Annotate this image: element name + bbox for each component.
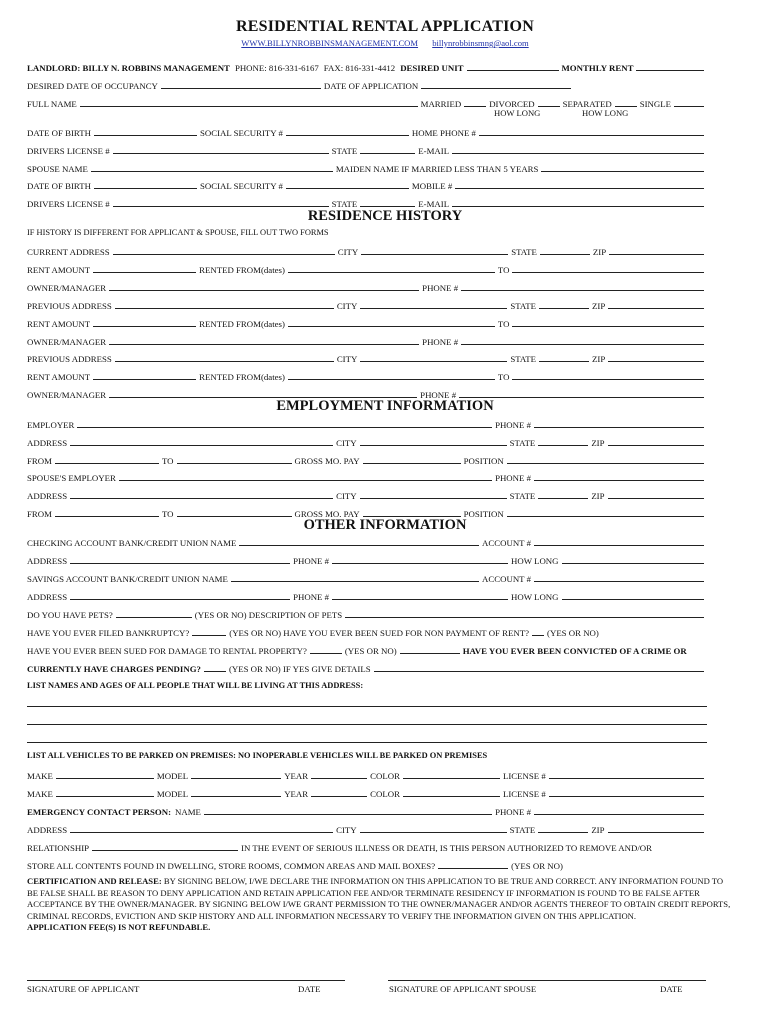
current-to-field[interactable]	[512, 262, 704, 273]
damage-yes-no-field[interactable]	[400, 643, 460, 654]
spouse-email-label: E-MAIL	[418, 199, 450, 209]
application-date-field[interactable]	[421, 78, 571, 89]
vehicle2-model-label: MODEL	[156, 789, 189, 799]
store-contents-label: STORE ALL CONTENTS FOUND IN DWELLING, STORE ROOMS, COMMON AREAS AND MAIL BOXES?	[27, 861, 436, 871]
spouse-employer-address-field[interactable]	[70, 488, 333, 499]
people-line-2[interactable]	[27, 724, 707, 725]
vehicle-row-2	[27, 785, 707, 799]
previous-address-2-field[interactable]	[115, 351, 334, 362]
current-rent-row	[27, 261, 707, 275]
full-name-label: FULL NAME	[27, 99, 77, 109]
emergency-city-label: CITY	[336, 825, 357, 835]
employer-address-field[interactable]	[70, 435, 333, 446]
employer-zip-label: ZIP	[591, 438, 605, 448]
certification-heading: CERTIFICATION AND RELEASE:	[27, 876, 162, 886]
damage-label: HAVE YOU EVER BEEN SUED FOR DAMAGE TO RENTAL PROPERTY?	[27, 646, 307, 656]
current-owner-label: OWNER/MANAGER	[27, 283, 107, 293]
previous-state-2-label: STATE	[510, 354, 537, 364]
savings-field[interactable]	[231, 571, 479, 582]
current-rented-from-label: RENTED FROM(dates)	[199, 265, 285, 275]
spouse-employer-gross-label: GROSS MO. PAY	[294, 509, 360, 519]
spouse-employer-from-label: FROM	[27, 509, 52, 519]
desired-date-label: DESIRED DATE OF OCCUPANCY	[27, 81, 158, 91]
how-long-divorced: HOW LONG	[494, 108, 541, 118]
relationship-row	[27, 839, 732, 853]
current-owner-row	[27, 279, 707, 293]
vehicle1-color-field[interactable]	[403, 768, 500, 779]
spouse-ssn-field[interactable]	[286, 178, 409, 189]
previous-zip-2-field[interactable]	[608, 351, 704, 362]
checking-how-long-field[interactable]	[562, 553, 704, 564]
charges-field[interactable]	[204, 661, 226, 672]
vehicle2-year-label: YEAR	[284, 789, 309, 799]
checking-how-long-label: HOW LONG	[511, 556, 559, 566]
mobile-field[interactable]	[455, 178, 704, 189]
spouse-state-label: STATE	[331, 199, 358, 209]
vehicle1-license-field[interactable]	[549, 768, 704, 779]
landlord-row	[27, 59, 707, 73]
damage-row	[27, 642, 707, 656]
bankruptcy-row	[27, 624, 707, 638]
savings-how-long-field[interactable]	[562, 589, 704, 600]
spouse-signature-label: SIGNATURE OF APPLICANT SPOUSE	[389, 984, 537, 994]
divorced-field[interactable]	[538, 96, 560, 107]
previous-city-label: CITY	[336, 301, 358, 311]
spouse-signature-line[interactable]	[388, 980, 706, 981]
employer-field[interactable]	[77, 417, 492, 428]
current-zip-field[interactable]	[609, 244, 704, 255]
spouse-ssn-label: SOCIAL SECURITY #	[199, 181, 283, 191]
previous-rent-row-1	[27, 315, 707, 329]
monthly-rent-label: MONTHLY RENT	[561, 63, 634, 73]
pets-field[interactable]	[116, 607, 192, 618]
spouse-employer-state-label: STATE	[509, 491, 536, 501]
checking-label: CHECKING ACCOUNT BANK/CREDIT UNION NAME	[27, 538, 237, 548]
current-owner-field[interactable]	[109, 280, 419, 291]
previous-zip-2-label: ZIP	[592, 354, 606, 364]
website-link[interactable]: WWW.BILLYNROBBINSMANAGEMENT.COM	[241, 38, 419, 48]
emergency-zip-field[interactable]	[608, 822, 704, 833]
checking-account-field[interactable]	[534, 535, 704, 546]
savings-address-field[interactable]	[70, 589, 290, 600]
spouse-employer-zip-field[interactable]	[608, 488, 704, 499]
current-owner-phone-field[interactable]	[461, 280, 704, 291]
vehicle-row-1	[27, 767, 707, 781]
certification-block	[27, 876, 732, 934]
previous-owner-2-phone-label: PHONE #	[420, 390, 457, 400]
emergency-zip-label: ZIP	[591, 825, 605, 835]
previous-to-2-field[interactable]	[512, 369, 704, 380]
savings-address-row	[27, 588, 707, 602]
savings-label: SAVINGS ACCOUNT BANK/CREDIT UNION NAME	[27, 574, 228, 584]
previous-rent-row-2	[27, 368, 707, 382]
emergency-phone-field[interactable]	[534, 804, 704, 815]
dob-row	[27, 124, 707, 138]
employer-city-field[interactable]	[360, 435, 507, 446]
current-address-field[interactable]	[113, 244, 335, 255]
current-rent-label: RENT AMOUNT	[27, 265, 91, 275]
previous-rented-from-label: RENTED FROM(dates)	[199, 319, 285, 329]
employer-zip-field[interactable]	[608, 435, 704, 446]
vehicle1-model-field[interactable]	[191, 768, 281, 779]
spouse-license-label: DRIVERS LICENSE #	[27, 199, 110, 209]
sued-rent-label: (YES OR NO) HAVE YOU EVER BEEN SUED FOR NON PAYMENT OF RENT?	[229, 628, 530, 638]
home-phone-label: HOME PHONE #	[411, 128, 476, 138]
previous-owner-phone-field[interactable]	[461, 334, 704, 345]
applicant-signature-label: SIGNATURE OF APPLICANT	[27, 984, 140, 994]
married-label: MARRIED	[420, 99, 462, 109]
spouse-employer-phone-label: PHONE #	[495, 473, 531, 483]
employer-state-field[interactable]	[538, 435, 588, 446]
previous-state-label: STATE	[510, 301, 537, 311]
current-owner-phone-label: PHONE #	[422, 283, 459, 293]
previous-city-2-field[interactable]	[360, 351, 507, 362]
savings-account-label: ACCOUNT #	[482, 574, 531, 584]
employer-gross-field[interactable]	[363, 453, 461, 464]
previous-to-2-label: TO	[497, 372, 510, 382]
pets-description-label: (YES OR NO) DESCRIPTION OF PETS	[194, 610, 343, 620]
spouse-dob-label: DATE OF BIRTH	[27, 181, 91, 191]
previous-rented-from-2-label: RENTED FROM(dates)	[199, 372, 285, 382]
single-field[interactable]	[674, 96, 704, 107]
applicant-date-label: DATE	[298, 984, 321, 994]
application-date-label: DATE OF APPLICATION	[323, 81, 419, 91]
dob-label: DATE OF BIRTH	[27, 128, 91, 138]
previous-address-row-2	[27, 350, 707, 364]
spouse-name-field[interactable]	[91, 161, 333, 172]
vehicle1-license-label: LICENSE #	[502, 771, 546, 781]
checking-address-label: ADDRESS	[27, 556, 68, 566]
pets-label: DO YOU HAVE PETS?	[27, 610, 113, 620]
other-information-heading: OTHER INFORMATION	[303, 517, 467, 533]
current-state-label: STATE	[511, 247, 537, 257]
vehicle2-model-field[interactable]	[191, 786, 281, 797]
spouse-dob-row	[27, 177, 707, 191]
previous-owner-2-label: OWNER/MANAGER	[27, 390, 107, 400]
previous-address-field[interactable]	[115, 298, 334, 309]
bankruptcy-label: HAVE YOU EVER FILED BANKRUPTCY?	[27, 628, 190, 638]
spouse-employer-from-field[interactable]	[55, 506, 159, 517]
savings-how-long-label: HOW LONG	[511, 592, 559, 602]
previous-zip-field[interactable]	[608, 298, 704, 309]
checking-row	[27, 534, 707, 548]
damage-field[interactable]	[310, 643, 342, 654]
spouse-employer-field[interactable]	[119, 470, 492, 481]
employer-phone-label: PHONE #	[495, 420, 531, 430]
emergency-name-field[interactable]	[204, 804, 492, 815]
maiden-name-label: MAIDEN NAME IF MARRIED LESS THAN 5 YEARS	[335, 164, 539, 174]
email-field[interactable]	[452, 143, 704, 154]
spouse-dob-field[interactable]	[94, 178, 197, 189]
charges-details-field[interactable]	[374, 661, 704, 672]
emergency-address-field[interactable]	[70, 822, 333, 833]
vehicle1-model-label: MODEL	[156, 771, 189, 781]
current-state-field[interactable]	[540, 244, 590, 255]
people-line-3[interactable]	[27, 742, 707, 743]
spouse-date-label: DATE	[660, 984, 683, 994]
landlord-fax: FAX: 816-331-4412	[323, 63, 396, 73]
divorced-label: DIVORCED	[489, 99, 535, 109]
previous-rent-2-field[interactable]	[93, 369, 196, 380]
spouse-employer-phone-field[interactable]	[534, 470, 704, 481]
checking-address-row	[27, 552, 707, 566]
applicant-signature-line[interactable]	[27, 980, 345, 981]
emergency-name-label: NAME	[175, 807, 201, 817]
spouse-employer-zip-label: ZIP	[591, 491, 605, 501]
emergency-city-field[interactable]	[360, 822, 507, 833]
email-link[interactable]: billynrobbinsmng@aol.com	[432, 38, 529, 48]
spouse-employer-to-label: TO	[161, 509, 174, 519]
previous-city-2-label: CITY	[336, 354, 358, 364]
list-people-label: LIST NAMES AND AGES OF ALL PEOPLE THAT WILL BE LIVING AT THIS ADDRESS:	[27, 681, 364, 690]
employer-state-label: STATE	[509, 438, 536, 448]
emergency-state-label: STATE	[509, 825, 536, 835]
emergency-address-row	[27, 821, 707, 835]
charges-details-label: (YES OR NO) IF YES GIVE DETAILS	[228, 664, 371, 674]
employer-to-label: TO	[161, 456, 174, 466]
previous-rent-2-label: RENT AMOUNT	[27, 372, 91, 382]
vehicle1-make-field[interactable]	[56, 768, 154, 779]
married-field[interactable]	[464, 96, 486, 107]
spouse-employer-address-label: ADDRESS	[27, 491, 68, 501]
license-state-label: STATE	[331, 146, 358, 156]
savings-phone-label: PHONE #	[293, 592, 330, 602]
previous-zip-label: ZIP	[592, 301, 606, 311]
maiden-name-field[interactable]	[541, 161, 704, 172]
spouse-name-label: SPOUSE NAME	[27, 164, 88, 174]
store-contents-field[interactable]	[438, 858, 508, 869]
license-label: DRIVERS LICENSE #	[27, 146, 110, 156]
employer-phone-field[interactable]	[534, 417, 704, 428]
previous-owner-2-field[interactable]	[109, 387, 417, 398]
vehicle2-license-field[interactable]	[549, 786, 704, 797]
residence-history-heading: RESIDENCE HISTORY	[307, 208, 463, 224]
sued-rent-field[interactable]	[532, 625, 544, 636]
savings-address-label: ADDRESS	[27, 592, 68, 602]
relationship-question: IN THE EVENT OF SERIOUS ILLNESS OR DEATH, IS THIS PERSON AUTHORIZED TO REMOVE AND/OR	[241, 843, 653, 853]
checking-account-label: ACCOUNT #	[482, 538, 531, 548]
dob-field[interactable]	[94, 125, 197, 136]
employer-address-row	[27, 434, 707, 448]
how-long-single: HOW LONG	[582, 108, 629, 118]
spouse-license-field[interactable]	[113, 196, 329, 207]
license-row	[27, 142, 707, 156]
spouse-license-row	[27, 195, 707, 209]
spouse-state-field[interactable]	[360, 196, 415, 207]
relationship-label: RELATIONSHIP	[27, 843, 90, 853]
separated-label: SEPARATED	[562, 99, 612, 109]
previous-city-field[interactable]	[360, 298, 507, 309]
savings-row	[27, 570, 707, 584]
savings-account-field[interactable]	[534, 571, 704, 582]
previous-address-row-1	[27, 297, 707, 311]
page-title: RESIDENTIAL RENTAL APPLICATION	[236, 18, 534, 35]
desired-unit-field[interactable]	[467, 60, 559, 71]
home-phone-field[interactable]	[479, 125, 704, 136]
contact-links	[0, 38, 770, 48]
spouse-row	[27, 160, 707, 174]
previous-rented-from-field[interactable]	[288, 316, 495, 327]
store-contents-yes-no: (YES OR NO)	[511, 861, 563, 871]
checking-phone-label: PHONE #	[293, 556, 330, 566]
previous-owner-field[interactable]	[109, 334, 419, 345]
current-city-label: CITY	[337, 247, 359, 257]
spouse-employer-state-field[interactable]	[538, 488, 588, 499]
current-address-row	[27, 243, 707, 257]
spouse-employer-city-field[interactable]	[360, 488, 507, 499]
mobile-label: MOBILE #	[411, 181, 453, 191]
previous-rent-field[interactable]	[93, 316, 196, 327]
checking-phone-field[interactable]	[332, 553, 508, 564]
occupancy-row	[27, 77, 707, 91]
vehicle2-make-field[interactable]	[56, 786, 154, 797]
certification-body: BY SIGNING BELOW, I/WE DECLARE THE INFORMATION ON THIS APPLICATION TO BE TRUE AND CORRECT. ANY INFORMATION FOUND TO BE FALSE SHALL BE REASON TO DENY APPLICATION AND RETAIN APPLICATION FEE AND/OR TERMINATE RESIDENCY IF INFORMATION IS FOUND TO BE FALSE AFTER ACCEPTANCE BY THE OWNER/MANAGER. BY SIGNING BELOW I/WE GRANT PERMISSION TO THE OWNER/MANAGER AND/OR AGENTS THEREOF TO OBTAIN CREDIT REPORTS, CRIMINAL RECORDS, EVICTION AND SKIP HISTORY AND ALL INFORMATION NECESSARY TO VERIFY THE INFORMATION GIVEN ON THIS APPLICATION.	[27, 876, 731, 921]
landlord-label: LANDLORD: BILLY N. ROBBINS MANAGEMENT	[27, 63, 230, 73]
charges-row	[27, 660, 707, 674]
vehicle1-color-label: COLOR	[370, 771, 400, 781]
vehicle2-make-label: MAKE	[27, 789, 53, 799]
previous-owner-phone-label: PHONE #	[422, 337, 459, 347]
sued-rent-yes-no: (YES OR NO)	[547, 628, 599, 638]
savings-phone-field[interactable]	[332, 589, 508, 600]
checking-address-field[interactable]	[70, 553, 290, 564]
current-rented-from-field[interactable]	[288, 262, 495, 273]
residence-note: IF HISTORY IS DIFFERENT FOR APPLICANT & SPOUSE, FILL OUT TWO FORMS	[27, 228, 329, 237]
landlord-phone: PHONE: 816-331-6167	[234, 63, 319, 73]
vehicle2-license-label: LICENSE #	[502, 789, 546, 799]
previous-owner-2-phone-field[interactable]	[459, 387, 704, 398]
pets-row	[27, 606, 707, 620]
employment-heading: EMPLOYMENT INFORMATION	[276, 398, 494, 414]
separated-field[interactable]	[615, 96, 637, 107]
convicted-label: HAVE YOU EVER BEEN CONVICTED OF A CRIME OR	[462, 646, 687, 656]
current-address-label: CURRENT ADDRESS	[27, 247, 110, 257]
employer-label: EMPLOYER	[27, 420, 75, 430]
store-contents-row	[27, 857, 707, 871]
full-name-row	[27, 95, 707, 109]
spouse-employer-gross-field[interactable]	[363, 506, 461, 517]
emergency-label: EMERGENCY CONTACT PERSON:	[27, 807, 172, 817]
current-rent-field[interactable]	[93, 262, 196, 273]
relationship-field[interactable]	[92, 840, 238, 851]
desired-unit-label: DESIRED UNIT	[400, 63, 464, 73]
previous-state-field[interactable]	[539, 298, 589, 309]
spouse-employer-position-label: POSITION	[463, 509, 504, 519]
single-label: SINGLE	[639, 99, 671, 109]
spouse-employer-label: SPOUSE'S EMPLOYER	[27, 473, 116, 483]
damage-yes-no: (YES OR NO)	[344, 646, 397, 656]
ssn-field[interactable]	[286, 125, 409, 136]
current-zip-label: ZIP	[592, 247, 607, 257]
vehicle2-year-field[interactable]	[311, 786, 367, 797]
spouse-employer-address-row	[27, 487, 707, 501]
previous-rented-from-2-field[interactable]	[288, 369, 495, 380]
previous-owner-label: OWNER/MANAGER	[27, 337, 107, 347]
employer-from-field[interactable]	[55, 453, 159, 464]
previous-address-2-label: PREVIOUS ADDRESS	[27, 354, 112, 364]
spouse-employer-position-field[interactable]	[507, 506, 704, 517]
desired-date-field[interactable]	[161, 78, 321, 89]
current-city-field[interactable]	[361, 244, 508, 255]
email-label: E-MAIL	[418, 146, 450, 156]
employer-position-field[interactable]	[507, 453, 704, 464]
license-field[interactable]	[113, 143, 329, 154]
emergency-address-label: ADDRESS	[27, 825, 68, 835]
bankruptcy-field[interactable]	[192, 625, 226, 636]
spouse-employer-city-label: CITY	[336, 491, 357, 501]
emergency-state-field[interactable]	[538, 822, 588, 833]
spouse-email-field[interactable]	[452, 196, 704, 207]
charges-label: CURRENTLY HAVE CHARGES PENDING?	[27, 664, 201, 674]
employer-to-field[interactable]	[177, 453, 292, 464]
monthly-rent-field[interactable]	[636, 60, 704, 71]
vehicle1-year-field[interactable]	[311, 768, 367, 779]
checking-field[interactable]	[239, 535, 479, 546]
employer-dates-row	[27, 452, 707, 466]
employer-city-label: CITY	[336, 438, 357, 448]
vehicle2-color-field[interactable]	[403, 786, 500, 797]
application-fee-note: APPLICATION FEE(S) IS NOT REFUNDABLE.	[27, 922, 211, 933]
vehicle1-year-label: YEAR	[284, 771, 309, 781]
emergency-phone-label: PHONE #	[495, 807, 531, 817]
previous-state-2-field[interactable]	[539, 351, 589, 362]
people-line-1[interactable]	[27, 706, 707, 707]
list-vehicles-label: LIST ALL VEHICLES TO BE PARKED ON PREMISES: NO INOPERABLE VEHICLES WILL BE PARKED ON PREMISES	[27, 751, 488, 760]
current-to-label: TO	[497, 265, 510, 275]
vehicle1-make-label: MAKE	[27, 771, 53, 781]
previous-owner-row-1	[27, 333, 707, 347]
emergency-row	[27, 803, 707, 817]
full-name-field[interactable]	[80, 96, 418, 107]
employer-gross-label: GROSS MO. PAY	[294, 456, 360, 466]
previous-to-field[interactable]	[512, 316, 704, 327]
employer-from-label: FROM	[27, 456, 52, 466]
vehicle2-color-label: COLOR	[370, 789, 400, 799]
employer-row	[27, 416, 707, 430]
employer-position-label: POSITION	[463, 456, 504, 466]
license-state-field[interactable]	[360, 143, 415, 154]
pets-description-field[interactable]	[345, 607, 704, 618]
spouse-employer-to-field[interactable]	[177, 506, 292, 517]
spouse-employer-row	[27, 469, 707, 483]
previous-address-label: PREVIOUS ADDRESS	[27, 301, 112, 311]
previous-rent-label: RENT AMOUNT	[27, 319, 91, 329]
previous-to-label: TO	[497, 319, 510, 329]
employer-address-label: ADDRESS	[27, 438, 68, 448]
ssn-label: SOCIAL SECURITY #	[199, 128, 283, 138]
